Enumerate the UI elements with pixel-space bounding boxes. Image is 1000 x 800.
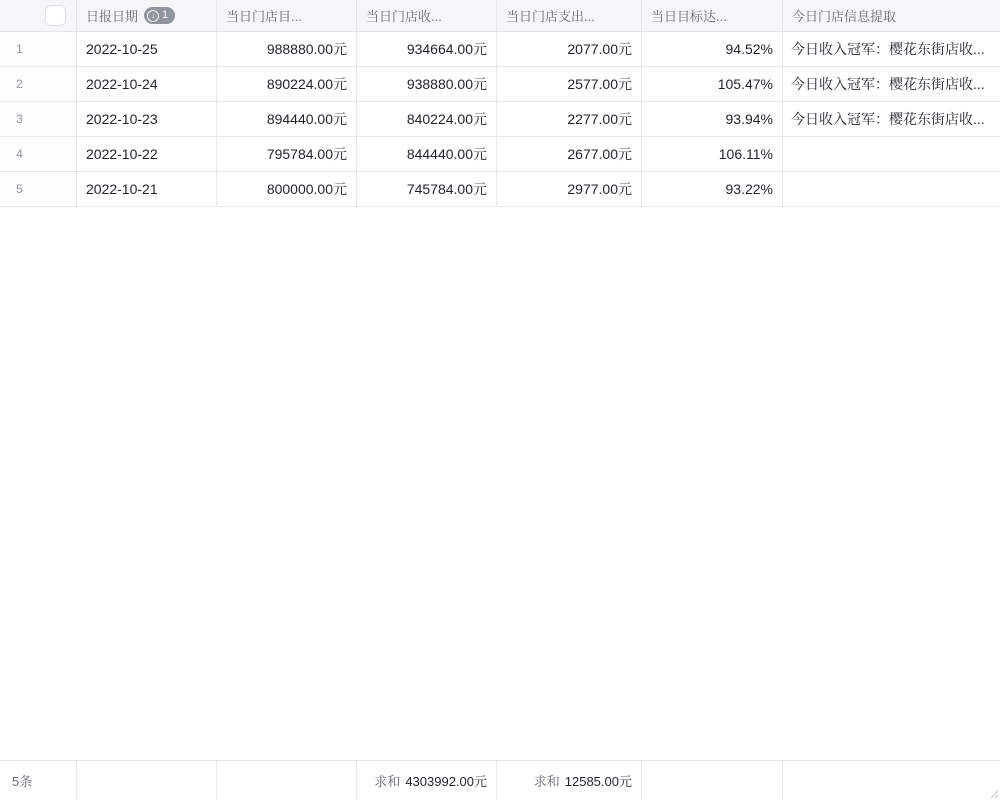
sum-label: 求和 (533, 774, 560, 789)
row-number[interactable]: 2 (0, 67, 77, 101)
sum-value: 4303992.00元 (405, 774, 487, 789)
cell-expense[interactable]: 2077.00元 (497, 32, 642, 66)
cell-target[interactable]: 795784.00元 (217, 137, 357, 171)
cell-achievement[interactable]: 105.47% (642, 67, 783, 101)
summary-footer (0, 760, 1000, 800)
column-header-date[interactable] (77, 0, 217, 31)
cell-date[interactable]: 2022-10-25 (77, 32, 217, 66)
column-header-info[interactable] (783, 0, 1000, 31)
arrow-down-icon: ↓ (147, 10, 159, 22)
table-row (0, 172, 1000, 207)
cell-date[interactable]: 2022-10-21 (77, 172, 217, 206)
cell-info[interactable]: 今日收入冠军：樱花东街店收... (791, 76, 985, 92)
column-label: 当日目标达... (651, 9, 727, 24)
cell-expense[interactable]: 2677.00元 (497, 137, 642, 171)
cell-target[interactable]: 800000.00元 (217, 172, 357, 206)
sort-rank: 1 (162, 9, 169, 21)
cell-achievement[interactable]: 93.22% (642, 172, 783, 206)
cell-info[interactable] (783, 172, 1000, 206)
table-header-row (0, 0, 1000, 32)
footer-cell-target[interactable] (217, 761, 357, 800)
record-count: 5条 (0, 761, 77, 800)
column-label: 日报日期 (86, 9, 139, 24)
cell-income[interactable]: 745784.00元 (357, 172, 497, 206)
cell-expense[interactable]: 2277.00元 (497, 102, 642, 136)
cell-income[interactable]: 844440.00元 (357, 137, 497, 171)
cell-target[interactable]: 988880.00元 (217, 32, 357, 66)
select-all-checkbox[interactable] (45, 5, 66, 26)
cell-date[interactable]: 2022-10-24 (77, 67, 217, 101)
row-number[interactable]: 3 (0, 102, 77, 136)
table-row (0, 32, 1000, 67)
footer-cell-info[interactable] (783, 761, 1000, 800)
column-header-expense[interactable] (497, 0, 642, 31)
row-number[interactable]: 5 (0, 172, 77, 206)
cell-achievement[interactable]: 94.52% (642, 32, 783, 66)
footer-cell-achievement[interactable] (642, 761, 783, 800)
column-label: 当日门店收... (366, 9, 442, 24)
cell-achievement[interactable]: 106.11% (642, 137, 783, 171)
cell-income[interactable]: 938880.00元 (357, 67, 497, 101)
column-header-target[interactable] (217, 0, 357, 31)
footer-cell-date[interactable] (77, 761, 217, 800)
row-number[interactable]: 4 (0, 137, 77, 171)
cell-target[interactable]: 890224.00元 (217, 67, 357, 101)
column-header-achievement[interactable] (642, 0, 783, 31)
table-row (0, 137, 1000, 172)
cell-info[interactable]: 今日收入冠军：樱花东街店收... (791, 41, 985, 57)
resize-grip-icon[interactable] (988, 788, 999, 799)
select-all-cell (0, 0, 77, 31)
footer-sum-expense[interactable] (497, 761, 642, 800)
cell-date[interactable]: 2022-10-22 (77, 137, 217, 171)
sum-label: 求和 (374, 774, 401, 789)
table-row (0, 67, 1000, 102)
column-label: 今日门店信息提取 (792, 9, 897, 24)
cell-income[interactable]: 934664.00元 (357, 32, 497, 66)
column-header-income[interactable] (357, 0, 497, 31)
sort-descending-badge[interactable] (144, 7, 175, 24)
cell-income[interactable]: 840224.00元 (357, 102, 497, 136)
cell-expense[interactable]: 2977.00元 (497, 172, 642, 206)
table-row (0, 102, 1000, 137)
cell-target[interactable]: 894440.00元 (217, 102, 357, 136)
cell-info[interactable]: 今日收入冠军：樱花东街店收... (791, 111, 985, 127)
row-number[interactable]: 1 (0, 32, 77, 66)
cell-date[interactable]: 2022-10-23 (77, 102, 217, 136)
footer-sum-income[interactable] (357, 761, 497, 800)
column-label: 当日门店目... (226, 9, 302, 24)
column-label: 当日门店支出... (506, 9, 595, 24)
cell-expense[interactable]: 2577.00元 (497, 67, 642, 101)
sum-value: 12585.00元 (564, 774, 632, 789)
cell-achievement[interactable]: 93.94% (642, 102, 783, 136)
cell-info[interactable] (783, 137, 1000, 171)
